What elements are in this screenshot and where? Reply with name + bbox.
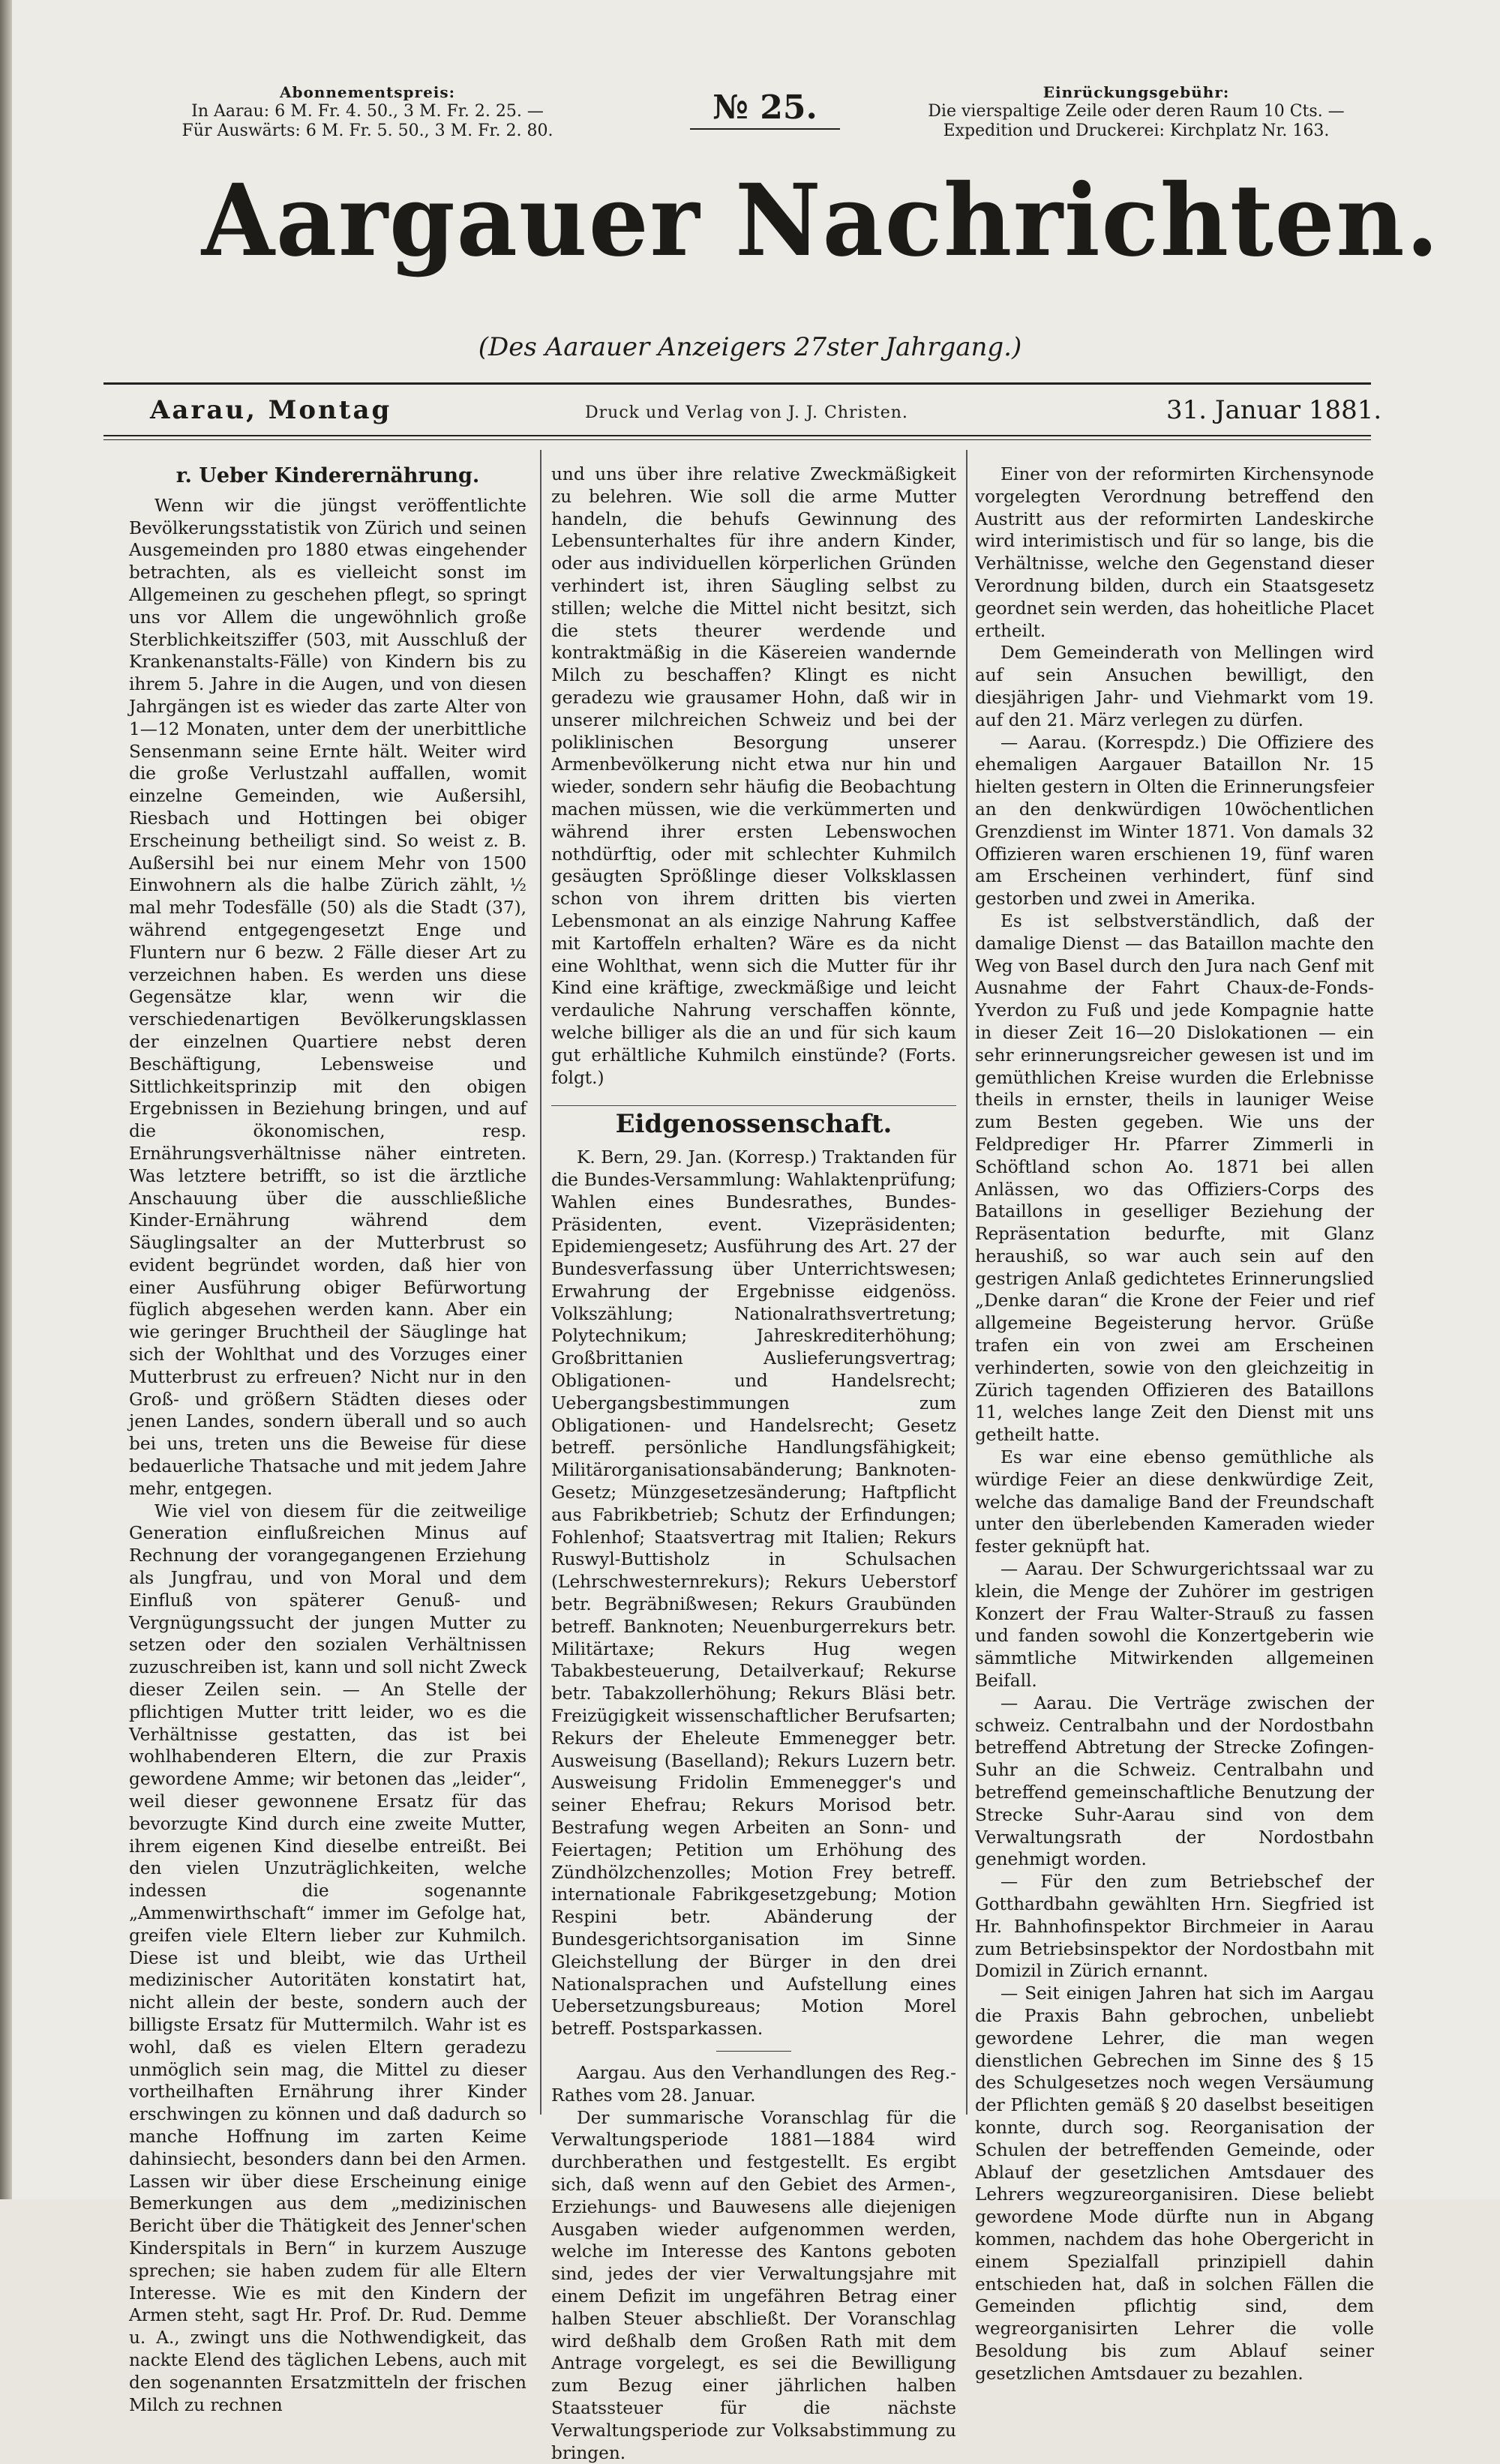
divider: [716, 2051, 791, 2052]
article-paragraph: Wenn wir die jüngst veröffentlichte Bevölkerungsstatistik von Zürich und seinen Ausgemeinden pro 1880 etwas eingehender betrachten, als es vielleicht sonst im Allgemeinen zu geschehen pflegt, so springt uns vor Allem die ungewöhnlich große Sterblichkeitsziffer (503, mit Ausschluß der Krankenanstalts-Fälle) von Kindern bis zu ihrem 5. Jahre in die Augen, und von diesen Jahrgängen ist es wieder das zarte Alter von 1—12 Monaten, unter dem der unerbittliche Sensenmann seine Ernte hält. Weiter wird die große Verlustzahl auffallen, womit einzelne Gemeinden, wie Außersihl, Riesbach und Hottingen bei obiger Erscheinung betheiligt sind. So weist z. B. Außersihl bei nur einem Mehr von 1500 Einwohnern als die halbe Zürich zählt, ½ mal mehr Todesfälle (50) als die Stadt (37), während entgegengesetzt Enge und Fluntern nur 6 bezw. 2 Fälle dieser Art zu verzeichnen haben. Es werden uns diese Gegensätze klar, wenn wir die verschiedenartigen Bevölkerungsklassen der einzelnen Quartiere nebst deren Beschäftigung, Lebensweise und Sittlichkeitsprinzip mit den obigen Ergebnissen in Beziehung bringen, und auf die ökonomischen, resp. Ernährungsverhältnisse näher eintreten. Was letztere betrifft, so ist die ärztliche Anschauung über die ausschließliche Kinder-Ernährung während dem Säuglingsalter an der Mutterbrust so evident begründet worden, daß hier von einer Ausführung obiger Befürwortung füglich abgesehen werden kann. Aber ein wie geringer Bruchtheil der Säuglinge hat sich der Wohlthat und des Vorzuges einer Mutterbrust zu erfreuen? Nicht nur in den Groß- und größern Städten dieses oder jenen Landes, sondern überall und so auch bei uns, treten uns die Beweise für diese bedauerliche Thatsache und mit jedem Jahre mehr, entgegen.: [129, 495, 526, 1499]
dateline-publisher: Druck und Verlag von J. J. Christen.: [585, 403, 908, 422]
dateline-date: 31. Januar 1881.: [1166, 395, 1382, 425]
section-heading: Eidgenossenschaft.: [551, 1105, 956, 1136]
article-paragraph: Dem Gemeinderath von Mellingen wird auf sein Ansuchen bewilligt, den diesjährigen Jahr- und Viehmarkt vom 19. auf den 21. März verlegen zu dürfen.: [975, 643, 1374, 730]
article-paragraph: — Seit einigen Jahren hat sich im Aargau die Praxis Bahn gebrochen, unbeliebt gewordene Lehrer, die man wegen dienstlichen Gebrechen im Sinne des § 15 des Schulgesetzes noch wegen Versäumung der Pflichten gemäß § 20 daselbst beseitigen konnte, durch sog. Reorganisation der Schulen der betreffenden Gemeinde, oder Ablauf der gesetzlichen Amtsdauer des Lehrers wegzureorganisiren. Diese beliebt gewordene Mode dürfte nun in Abgang kommen, nachdem das hohe Obergericht in einem Spezialfall prinzipiell dahin entschieden hat, daß in solchen Fällen die Gemeinden pflichtig sind, dem wegreorganisirten Lehrer die volle Besoldung bis zum Ablauf seiner gesetzlichen Amtsdauer zu bezahlen.: [975, 1983, 1374, 2384]
column-1: [129, 463, 526, 2415]
subscription-line-local: In Aarau: 6 M. Fr. 4. 50., 3 M. Fr. 2. 25. —: [191, 102, 544, 121]
dateline-bottom-rule-thin: [104, 439, 1371, 440]
article-paragraph: und uns über ihre relative Zweckmäßigkeit zu belehren. Wie soll die arme Mutter handeln, die behufs Gewinnung des Lebensunterhaltes für ihre andern Kinder, oder aus individuellen körperlichen Gründen verhindert ist, ihren Säugling selbst zu stillen; welche die Mittel nicht besitzt, sich die stets theurer werdende und kontraktmäßig in die Käsereien wandernde Milch zu beschaffen? Klingt es nicht geradezu wie grausamer Hohn, daß wir in unserer milchreichen Schweiz und bei der poliklinischen Besorgung unserer Armenbevölkerung nicht etwa nur hin und wieder, sondern sehr häufig die Beobachtung machen müssen, wie die verkümmerten und während ihrer ersten Lebenswochen nothdürftig, oder mit schlechter Kuhmilch gesäugten Sprößlinge dieser Volksklassen schon von ihrem dritten bis vierten Lebensmonat an als einzige Nahrung Kaffee mit Kartoffeln erhalten? Wäre es da nicht eine Wohlthat, wenn sich die Mutter für ihr Kind eine kräftige, zweckmäßige und leicht verdauliche Nahrung verschaffen könnte, welche billiger als die an und für sich kaum gut erhältliche Kuhmilch einstünde? (Forts. folgt.): [551, 464, 956, 1088]
subscription-line-external: Für Auswärts: 6 M. Fr. 5. 50., 3 M. Fr. 2. 80.: [182, 121, 554, 140]
insertion-fee-line: Die vierspaltige Zeile oder deren Raum 10 Cts. —: [928, 102, 1345, 121]
article-paragraph: — Aarau. Der Schwurgerichtssaal war zu klein, die Menge der Zuhörer im gestrigen Konzert der Frau Walter-Strauß zu fassen und fanden sowohl die Konzertgeberin wie sämmtliche Mitwirkenden allgemeinen Beifall.: [975, 1559, 1374, 1692]
article-paragraph: Es war eine ebenso gemüthliche als würdige Feier an diese denkwürdige Zeit, welche das damalige Band der Freundschaft unter den überlebenden Kameraden wieder fester geknüpft hat.: [975, 1447, 1374, 1557]
article-paragraph: Es ist selbstverständlich, daß der damalige Dienst — das Bataillon machte den Weg von Basel durch den Jura nach Genf mit Ausnahme der Fahrt Chaux-de-Fonds-Yverdon zu Fuß und jede Kompagnie hatte in dieser Zeit 16—20 Dislokationen — ein sehr erinnerungsreicher gewesen ist und im gemüthlichen Kreise wurden die Erlebnisse theils in ernster, theils in launiger Weise zum Besten gegeben. Wie uns der Feldprediger Hr. Pfarrer Zimmerli in Schöftland schon Ao. 1871 bei allen Anlässen, wo das Offiziers-Corps des Bataillons in geselliger Beziehung der Repräsentation bedurfte, mit Glanz heraushiß, so war auch sein auf den gestrigen Anlaß gedichtetes Erinnerungslied „Denke daran“ die Krone der Feier und rief allgemeine Begeisterung hervor. Grüße trafen ein von zwei am Erscheinen verhinderten, sowie von den gleichzeitig in Zürich tagenden Offizieren des Bataillons 11, welches lange Zeit den Dienst mit uns getheilt hatte.: [975, 910, 1374, 1446]
dateline-top-rule: [104, 382, 1371, 385]
column-3: [975, 463, 1374, 2384]
article-paragraph: Der summarische Voranschlag für die Verwaltungsperiode 1881—1884 wird durchberathen und festgestellt. Es ergibt sich, daß wenn auf den Gebiet des Armen-, Erziehungs- und Bauwesens alle diejenigen Ausgaben wieder aufgenommen werden, welche im Interesse des Kantons geboten sind, jedes der vier Verwaltungsjahre mit einem Defizit im ungefähren Betrag einer halben Steuer abschließt. Der Voranschlag wird deßhalb dem Großen Rath mit dem Antrage vorgelegt, es sei die Bewilligung zum Bezug einer jährlichen halben Staatssteuer für die nächste Verwaltungsperiode zur Volksabstimmung zu bringen.: [551, 2107, 956, 2463]
masthead-subtitle: (Des Aarauer Anzeigers 27ster Jahrgang.): [478, 332, 1022, 362]
article-paragraph: Aargau. Aus den Verhandlungen des Reg.-Rathes vom 28. Januar.: [551, 2062, 956, 2106]
column-separator: [966, 450, 968, 2115]
insertion-fee-title: Einrückungsgebühr:: [1042, 83, 1230, 101]
expedition-line: Expedition und Druckerei: Kirchplatz Nr. 163.: [943, 121, 1330, 140]
binding-edge: [0, 0, 12, 2199]
article-title: r. Ueber Kinderernährung.: [176, 464, 480, 487]
article-paragraph: — Für den zum Betriebschef der Gotthardbahn gewählten Hrn. Siegfried ist Hr. Bahnhofinspektor Birchmeier in Aarau zum Betriebsinspektor der Nordostbahn mit Domizil in Zürich ernannt.: [975, 1872, 1374, 1982]
subscription-title: Abonnementspreis:: [279, 83, 456, 101]
column-2: [551, 463, 956, 2463]
article-paragraph: K. Bern, 29. Jan. (Korresp.) Traktanden für die Bundes-Versammlung: Wahlaktenprüfung; Wahlen eines Bundesrathes, Bundes-Präsidenten, event. Vizepräsidenten; Epidemiengesetz; Ausführung des Art. 27 der Bundesverfassung über Unterrichtswesen; Erwahrung der Ergebnisse eidgenöss. Volkszählung; Nationalrathsvertretung; Polytechnikum; Jahreskrediterhöhung; Großbrittanien Auslieferungsvertrag; Obligationen- und Handelsrecht; Uebergangsbestimmungen zum Obligationen- und Handelsrecht; Gesetz betreff. persönliche Handlungsfähigkeit; Militärorganisationsabänderung; Banknoten-Gesetz; Münzgesetzesänderung; Haftpflicht aus Fabrikbetrieb; Schutz der Erfindungen; Fohlenhof; Staatsvertrag mit Italien; Rekurs Ruswyl-Buttisholz in Schulsachen (Lehrschwesternrekurs); Rekurs Ueberstorf betr. Begräbnißwesen; Rekurs Graubünden betreff. Banknoten; Neuenburgerrekurs betr. Militärtaxe; Rekurs Hug wegen Tabakbesteuerung, Detailverkauf; Rekurse betr. Tabakzollerhöhung; Rekurs Bläsi betr. Freizügigkeit wissenschaftlicher Berufsarten; Rekurs der Eheleute Emmenegger betr. Ausweisung (Baselland); Rekurs Luzern betr. Ausweisung Fridolin Emmenegger's und seiner Ehefrau; Rekurs Morisod betr. Bestrafung wegen Arbeiten an Sonn- und Feiertagen; Petition um Erhöhung des Zündhölzchenzolles; Motion Frey betreff. internationale Fabrikgesetzgebung; Motion Respini betr. Abänderung der Bundesgerichtsorganisation im Sinne Gleichstellung der Bürger in den drei Nationalsprachen und Aufstellung eines Uebersetzungsbureaus; Motion Morel betreff. Postsparkassen.: [551, 1147, 956, 2040]
insertion-fee-box: [922, 82, 1350, 141]
dateline-bottom-rule: [104, 435, 1371, 436]
subscription-price-box: [158, 82, 578, 141]
issue-number: № 25.: [690, 88, 840, 130]
column-separator: [540, 450, 542, 2115]
article-paragraph: — Aarau. Die Verträge zwischen der schweiz. Centralbahn und der Nordostbahn betreffend Abtretung der Strecke Zofingen-Suhr an die Schweiz. Centralbahn und betreffend gemeinschaftliche Benutzung der Strecke Suhr-Aarau sind von dem Verwaltungsrath der Nordostbahn genehmigt worden.: [975, 1692, 1374, 1870]
article-paragraph: Wie viel von diesem für die zeitweilige Generation einflußreichen Minus auf Rechnung der vorangegangenen Erziehung als Jungfrau, und von Moral und dem Einfluß von späterer Genuß- und Vergnügungssucht der jungen Mutter zu setzen oder den sozialen Verhältnissen zuzuschreiben ist, kann und soll nicht Zweck dieser Zeilen sein. — An Stelle der pflichtigen Mutter tritt leider, wo es die Verhältnisse gestatten, das ist bei wohlhabenderen Eltern, die zur Praxis gewordene Amme; wir betonen das „leider“, weil dieser gewonnene Ersatz für das bevorzugte Kind durch eine zweite Mutter, ihrem eigenen Kind dieselbe entreißt. Bei den vielen Unzuträglichkeiten, welche indessen die sogenannte „Ammenwirthschaft“ immer im Gefolge hat, greifen viele Eltern lieber zur Kuhmilch. Diese ist und bleibt, wie das Urtheil medizinischer Autoritäten konstatirt hat, nicht allein der beste, sondern auch der billigste Ersatz für Muttermilch. Wahr ist es wohl, daß es vielen Eltern geradezu unmöglich sein mag, die Mittel zu dieser vortheilhaften Ernährung ihrer Kinder erschwingen zu können und daß dadurch so manche Hoffnung im zarten Keime dahinsiecht, besonders dann bei den Armen. Lassen wir über diese Erscheinung einige Bemerkungen aus dem „medizinischen Bericht über die Thätigkeit des Jenner'schen Kinderspitals in Bern“ in kurzem Auszuge sprechen; sie haben zudem für alle Eltern Interesse. Wie es mit den Kindern der Armen steht, sagt Hr. Prof. Dr. Rud. Demme u. A., zwingt uns die Nothwendigkeit, das nackte Elend des täglichen Lebens, auch mit den sogenannten Ersatzmitteln der frischen Milch zu rechnen: [129, 1500, 526, 2415]
article-paragraph: Einer von der reformirten Kirchensynode vorgelegten Verordnung betreffend den Austritt aus der reformirten Landeskirche wird interimistisch und für so lange, bis die Verhältnisse, welche den Gegenstand dieser Verordnung bilden, durch ein Staatsgesetz geordnet sein werden, das hoheitliche Placet ertheilt.: [975, 464, 1374, 641]
masthead-title: Aargauer Nachrichten.: [201, 163, 1441, 279]
article-paragraph: — Aarau. (Korrespdz.) Die Offiziere des ehemaligen Aargauer Bataillon Nr. 15 hielten gestern in Olten die Erinnerungsfeier an den denkwürdigen 10wöchentlichen Grenzdienst im Winter 1871. Von damals 32 Offizieren waren erschienen 19, fünf waren am Erscheinen verhindert, fünf sind gestorben und zwei in Amerika.: [975, 732, 1374, 910]
dateline-place-day: Aarau, Montag: [150, 395, 392, 425]
